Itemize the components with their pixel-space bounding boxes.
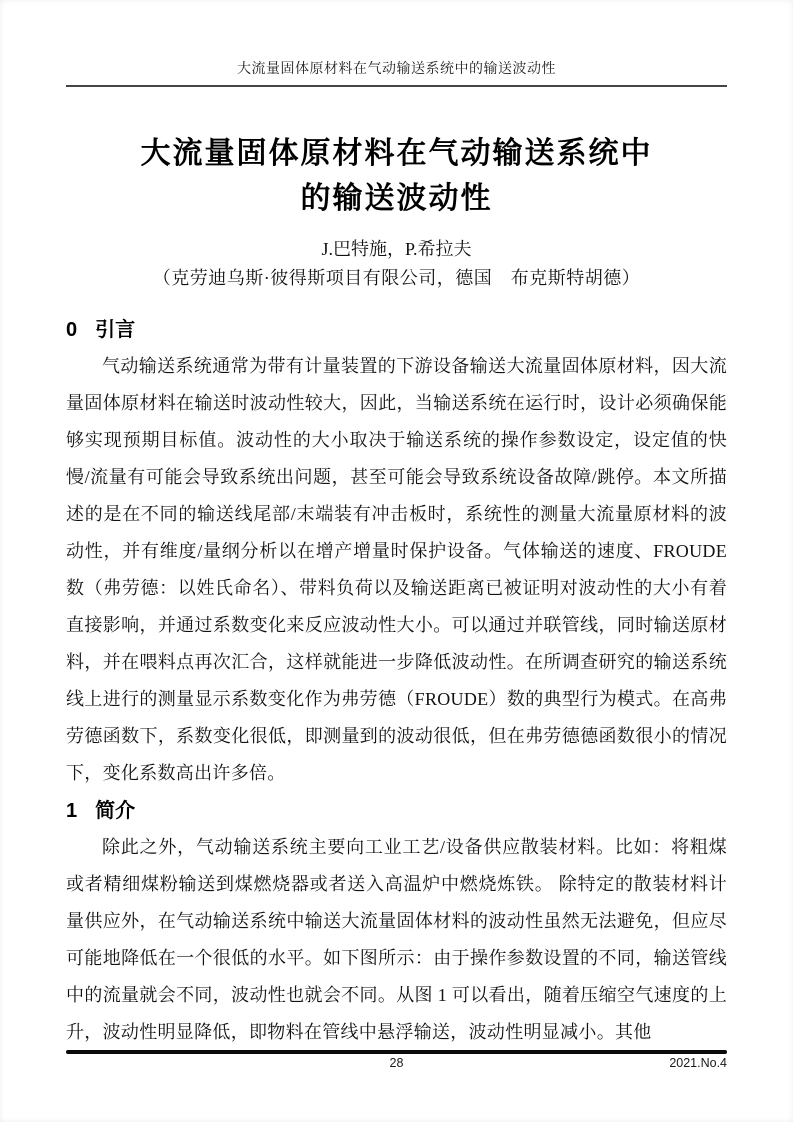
- section-number: 1: [66, 800, 78, 822]
- section-0-paragraph: 气动输送系统通常为带有计量装置的下游设备输送大流量固体原材料，因大流量固体原材料在输送时波动性较大，因此，当输送系统在运行时，设计必须确保能够实现预期目标值。波动性的大小取决于输送系统的操作参数设定，设定值的快慢/流量有可能会导致系统出问题，甚至可能会导致系统设备故障/跳停。本文所描述的是在不同的输送线尾部/末端装有冲击板时，系统性的测量大流量原材料的波动性，并有维度/量纲分析以在增产增量时保护设备。气体输送的速度、FROUDE 数（弗劳德：以姓氏命名）、带料负荷以及输送距离已被证明对波动性的大小有着直接影响，并通过系数变化来反应波动性大小。可以通过并联管线，同时输送原材料，并在喂料点再次汇合，这样就能进一步降低波动性。在所调查研究的输送系统线上进行的测量显示系数变化作为弗劳德（FROUDE）数的典型行为模式。在高弗劳德函数下，系数变化很低，即测量到的波动很低，但在弗劳德德函数很小的情况下，变化系数高出许多倍。: [66, 356, 727, 783]
- section-1-paragraph: 除此之外，气动输送系统主要向工业工艺/设备供应散装材料。比如：将粗煤或者精细煤粉输送到煤燃烧器或者送入高温炉中燃烧炼铁。 除特定的散装材料计量供应外，在气动输送系统中输送大流量固体材料的波动性虽然无法避免，但应尽可能地降低在一个很低的水平。如下图所示：由于操作参数设置的不同，输送管线中的流量就会不同，波动性也就会不同。从图 1 可以看出，随着压缩空气速度的上升，波动性明显降低，即物料在管线中悬浮输送，波动性明显减小。其他: [66, 837, 727, 1042]
- authors-line: J.巴特施，P.希拉夫: [321, 239, 472, 259]
- issue-label: 2021.No.4: [669, 1056, 727, 1070]
- section-heading-1: [66, 798, 727, 824]
- article-title-line-2: 的输送波动性: [300, 182, 493, 215]
- footer-rule: [66, 1050, 727, 1054]
- article-title: [66, 131, 727, 221]
- footer-row: [66, 1056, 727, 1074]
- affiliation-line: （克劳迪乌斯·彼得斯项目有限公司，德国 布克斯特胡德）: [152, 268, 641, 288]
- running-header: 大流量固体原材料在气动输送系统中的输送波动性: [66, 0, 727, 87]
- section-heading-0: [66, 317, 727, 343]
- article-title-line-1: 大流量固体原材料在气动输送系统中: [140, 137, 653, 170]
- section-number: 0: [66, 319, 78, 341]
- page-footer: [66, 1050, 727, 1074]
- section-title: 引言: [95, 319, 136, 341]
- page-number: 28: [389, 1056, 404, 1070]
- section-title: 简介: [95, 800, 136, 822]
